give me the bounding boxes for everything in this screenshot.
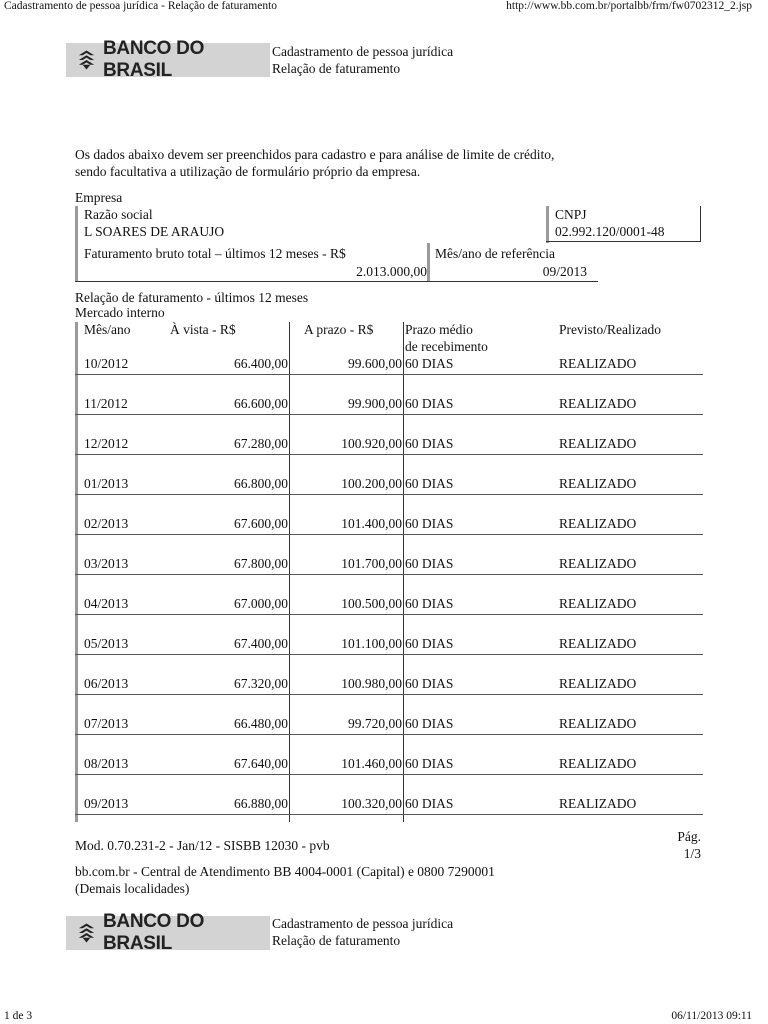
row-mes: 11/2012 — [84, 396, 128, 411]
row-divider — [75, 694, 703, 695]
empresa-bottom-rule — [75, 281, 598, 282]
bank-logo — [66, 38, 270, 81]
row-prazo-medio: 60 DIAS — [405, 756, 454, 771]
row-vista: 66.880,00 — [234, 796, 288, 811]
central-line-2: (Demais localidades) — [75, 881, 190, 896]
row-divider — [75, 814, 703, 815]
title-bottom-line-1: Cadastramento de pessoa jurídica — [272, 916, 454, 931]
row-mes: 10/2012 — [84, 356, 129, 371]
print-url[interactable]: http://www.bb.com.br/portalbb/frm/fw0702312_2.jsp — [506, 0, 752, 12]
row-prazo-medio: 60 DIAS — [405, 436, 454, 451]
col-header-vista: À vista - R$ — [170, 322, 236, 337]
row-prazo-medio: 60 DIAS — [405, 476, 454, 491]
row-divider — [75, 774, 703, 775]
col-header-prazo: A prazo - R$ — [304, 322, 374, 337]
mod-code: Mod. 0.70.231-2 - Jan/12 - SISBB 12030 - pvb — [75, 838, 330, 853]
faturamento-label: Faturamento bruto total – últimos 12 meses - R$ — [84, 246, 346, 261]
row-mes: 05/2013 — [84, 636, 129, 651]
relacao-subtitle: Mercado interno — [75, 305, 165, 320]
intro-line-1: Os dados abaixo devem ser preenchidos para cadastro e para análise de limite de crédito, — [75, 147, 555, 162]
row-prazo-medio: 60 DIAS — [405, 556, 454, 571]
relacao-title: Relação de faturamento - últimos 12 meses — [75, 290, 309, 305]
bank-logo-text: BANCO DO BRASIL — [103, 38, 205, 81]
row-previsto-realizado: REALIZADO — [559, 636, 637, 651]
title-line-1: Cadastramento de pessoa jurídica — [272, 44, 454, 59]
table-col-rule-2 — [403, 322, 404, 822]
intro-line-2: sendo facultativa a utilização de formulário próprio da empresa. — [75, 164, 421, 179]
col-header-mes: Mês/ano — [84, 322, 131, 337]
row-mes: 01/2013 — [84, 476, 129, 491]
razao-social-value: L SOARES DE ARAUJO — [84, 224, 225, 239]
row-previsto-realizado: REALIZADO — [559, 356, 637, 371]
faturamento-rule-left — [75, 243, 78, 281]
row-previsto-realizado: REALIZADO — [559, 556, 637, 571]
row-divider — [75, 654, 703, 655]
referencia-rule-left — [427, 243, 430, 281]
row-vista: 67.000,00 — [234, 596, 288, 611]
bank-logo-bottom-icon — [76, 922, 97, 944]
row-previsto-realizado: REALIZADO — [559, 476, 637, 491]
row-divider — [75, 414, 703, 415]
row-mes: 04/2013 — [84, 596, 129, 611]
row-prazo: 100.980,00 — [341, 676, 402, 691]
col-header-prazo-medio: Prazo médio — [405, 322, 473, 337]
bank-logo-bottom-text: BANCO DO BRASIL — [103, 911, 205, 954]
row-previsto-realizado: REALIZADO — [559, 516, 637, 531]
row-divider — [75, 534, 703, 535]
row-divider — [75, 374, 703, 375]
row-vista: 66.800,00 — [234, 476, 288, 491]
row-divider — [75, 494, 703, 495]
row-vista: 66.600,00 — [234, 396, 288, 411]
row-previsto-realizado: REALIZADO — [559, 756, 637, 771]
table-col-rule-1 — [289, 322, 290, 822]
print-page-title: Cadastramento de pessoa jurídica - Relação de faturamento — [4, 0, 278, 12]
row-prazo-medio: 60 DIAS — [405, 396, 454, 411]
row-mes: 02/2013 — [84, 516, 129, 531]
row-previsto-realizado: REALIZADO — [559, 796, 637, 811]
table-rule-left — [75, 322, 78, 822]
row-mes: 12/2012 — [84, 436, 129, 451]
row-divider — [75, 454, 703, 455]
col-header-previsto: Previsto/Realizado — [559, 322, 661, 337]
title-line-2: Relação de faturamento — [272, 61, 401, 76]
row-prazo-medio: 60 DIAS — [405, 796, 454, 811]
row-mes: 09/2013 — [84, 796, 129, 811]
document-title — [272, 43, 453, 77]
row-previsto-realizado: REALIZADO — [559, 396, 637, 411]
row-prazo: 101.700,00 — [341, 556, 402, 571]
row-mes: 08/2013 — [84, 756, 129, 771]
row-divider — [75, 734, 703, 735]
referencia-value: 09/2013 — [542, 264, 587, 279]
row-prazo: 100.500,00 — [341, 596, 402, 611]
row-previsto-realizado: REALIZADO — [559, 436, 637, 451]
row-vista: 67.280,00 — [234, 436, 288, 451]
row-prazo-medio: 60 DIAS — [405, 516, 454, 531]
row-prazo: 101.400,00 — [341, 516, 402, 531]
faturamento-value: 2.013.000,00 — [356, 264, 427, 279]
cnpj-label: CNPJ — [555, 207, 587, 222]
row-mes: 06/2013 — [84, 676, 129, 691]
row-previsto-realizado: REALIZADO — [559, 676, 637, 691]
row-previsto-realizado: REALIZADO — [559, 716, 637, 731]
pagina-label: Pág. — [677, 829, 701, 844]
row-vista: 66.480,00 — [234, 716, 288, 731]
row-prazo: 100.200,00 — [341, 476, 402, 491]
row-vista: 67.800,00 — [234, 556, 288, 571]
document-title-bottom — [272, 915, 453, 949]
print-datetime: 06/11/2013 09:11 — [671, 1010, 752, 1022]
row-vista: 67.400,00 — [234, 636, 288, 651]
row-prazo-medio: 60 DIAS — [405, 676, 454, 691]
col-header-prazo-medio-2: de recebimento — [405, 339, 488, 354]
row-previsto-realizado: REALIZADO — [559, 596, 637, 611]
cnpj-underline — [546, 241, 700, 242]
empresa-rule-left — [75, 206, 78, 243]
row-prazo: 99.600,00 — [348, 356, 402, 371]
bank-logo-bottom — [66, 911, 270, 954]
row-prazo-medio: 60 DIAS — [405, 716, 454, 731]
row-prazo-medio: 60 DIAS — [405, 356, 454, 371]
title-bottom-line-2: Relação de faturamento — [272, 933, 401, 948]
central-line-1: bb.com.br - Central de Atendimento BB 4004-0001 (Capital) e 0800 7290001 — [75, 864, 495, 879]
row-prazo: 101.100,00 — [341, 636, 402, 651]
row-prazo-medio: 60 DIAS — [405, 596, 454, 611]
row-vista: 66.400,00 — [234, 356, 288, 371]
cnpj-rule-left — [546, 206, 549, 243]
row-prazo: 100.320,00 — [341, 796, 402, 811]
row-prazo: 99.900,00 — [348, 396, 402, 411]
row-mes: 07/2013 — [84, 716, 129, 731]
cnpj-value: 02.992.120/0001-48 — [555, 224, 665, 239]
razao-social-label: Razão social — [84, 207, 153, 222]
row-mes: 03/2013 — [84, 556, 129, 571]
bank-logo-icon — [76, 49, 97, 71]
row-prazo-medio: 60 DIAS — [405, 636, 454, 651]
row-vista: 67.640,00 — [234, 756, 288, 771]
empresa-label: Empresa — [75, 190, 123, 205]
row-prazo: 101.460,00 — [341, 756, 402, 771]
row-divider — [75, 574, 703, 575]
row-prazo: 99.720,00 — [348, 716, 402, 731]
row-vista: 67.320,00 — [234, 676, 288, 691]
row-vista: 67.600,00 — [234, 516, 288, 531]
cnpj-rule-right — [700, 206, 701, 242]
row-prazo: 100.920,00 — [341, 436, 402, 451]
row-divider — [75, 614, 703, 615]
referencia-label: Mês/ano de referência — [435, 246, 555, 261]
print-page-counter: 1 de 3 — [4, 1010, 33, 1022]
pagina-value: 1/3 — [683, 846, 701, 861]
